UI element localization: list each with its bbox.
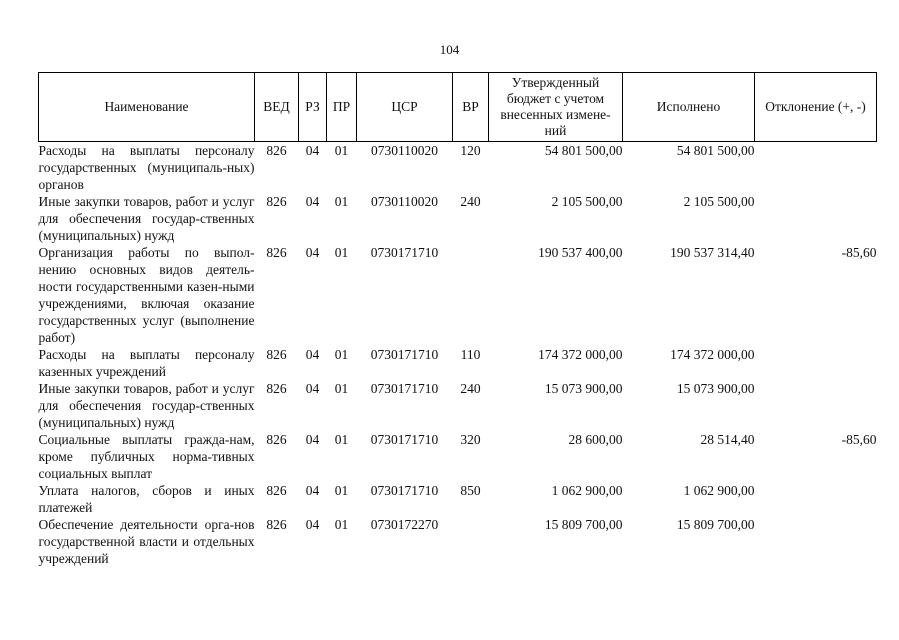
cell-pr: 01: [334, 517, 349, 532]
cell-name: Уплата налогов, сборов и иных платежей: [38, 483, 255, 515]
page-number: 104: [439, 42, 460, 57]
cell-executed: 1 062 900,00: [683, 483, 755, 498]
cell-executed: 15 809 700,00: [676, 517, 755, 532]
cell-vr: 120: [460, 143, 481, 158]
cell-approved: 174 372 000,00: [538, 347, 623, 362]
cell-rz: 04: [305, 194, 320, 209]
cell-vr: 110: [460, 347, 481, 362]
cell-rz: 04: [305, 432, 320, 447]
cell-pr: 01: [334, 381, 349, 396]
cell-deviation: [755, 346, 877, 380]
cell-rz: 04: [305, 245, 320, 260]
cell-rz: 04: [305, 381, 320, 396]
cell-pr: 01: [334, 347, 349, 362]
table-row: [39, 193, 877, 244]
table-row: [39, 482, 877, 516]
cell-name: Обеспечение деятельности орга-нов государственной власти и отдельных учреждений: [38, 517, 255, 566]
cell-executed: 28 514,40: [700, 432, 755, 447]
cell-rz: 04: [305, 517, 320, 532]
cell-pr: 01: [334, 245, 349, 260]
cell-approved: 28 600,00: [568, 432, 623, 447]
cell-vr: [453, 244, 489, 346]
cell-vr: 240: [460, 381, 481, 396]
cell-rz: 04: [305, 347, 320, 362]
cell-approved: 15 073 900,00: [544, 381, 623, 396]
cell-ved: 826: [266, 194, 287, 209]
cell-ved: 826: [266, 381, 287, 396]
cell-pr: 01: [334, 432, 349, 447]
cell-vr: 320: [460, 432, 481, 447]
cell-csr: 0730171710: [370, 432, 439, 447]
cell-rz: 04: [305, 143, 320, 158]
cell-ved: 826: [266, 517, 287, 532]
cell-vr: 240: [460, 194, 481, 209]
cell-executed: 2 105 500,00: [683, 194, 755, 209]
header-ved: ВЕД: [255, 73, 299, 142]
cell-name: Иные закупки товаров, работ и услуг для обеспечения государ-ственных (муниципальных) нужд: [38, 194, 255, 243]
cell-executed: 190 537 314,40: [670, 245, 755, 260]
table-row: [39, 516, 877, 567]
table-body: [39, 142, 877, 568]
cell-csr: 0730171710: [370, 347, 439, 362]
header-executed: Исполнено: [623, 73, 755, 142]
cell-approved: 2 105 500,00: [551, 194, 623, 209]
header-vr: ВР: [453, 73, 489, 142]
header-csr: ЦСР: [357, 73, 453, 142]
table-header: [39, 73, 877, 142]
budget-table: [38, 72, 877, 567]
cell-approved: 1 062 900,00: [551, 483, 623, 498]
cell-vr: [453, 516, 489, 567]
cell-executed: 54 801 500,00: [676, 143, 755, 158]
cell-ved: 826: [266, 143, 287, 158]
cell-pr: 01: [334, 194, 349, 209]
table-row: [39, 142, 877, 194]
cell-name: Расходы на выплаты персоналу государственных (муниципаль-ных) органов: [38, 143, 255, 192]
table-row: [39, 431, 877, 482]
cell-deviation: [755, 516, 877, 567]
cell-deviation: [755, 482, 877, 516]
cell-ved: 826: [266, 432, 287, 447]
cell-name: Расходы на выплаты персоналу казенных учреждений: [38, 347, 255, 379]
cell-deviation: [755, 380, 877, 431]
cell-ved: 826: [266, 245, 287, 260]
cell-ved: 826: [266, 483, 287, 498]
cell-executed: 15 073 900,00: [676, 381, 755, 396]
cell-name: Иные закупки товаров, работ и услуг для обеспечения государ-ственных (муниципальных) нужд: [38, 381, 255, 430]
cell-csr: 0730172270: [370, 517, 439, 532]
cell-csr: 0730110020: [371, 194, 438, 209]
header-pr: ПР: [327, 73, 357, 142]
cell-deviation: [755, 193, 877, 244]
cell-approved: 15 809 700,00: [544, 517, 623, 532]
table-row: [39, 380, 877, 431]
cell-pr: 01: [334, 483, 349, 498]
cell-csr: 0730110020: [371, 143, 438, 158]
cell-ved: 826: [266, 347, 287, 362]
table-row: [39, 244, 877, 346]
cell-executed: 174 372 000,00: [670, 347, 755, 362]
cell-csr: 0730171710: [370, 483, 439, 498]
cell-pr: 01: [334, 143, 349, 158]
cell-csr: 0730171710: [370, 381, 439, 396]
table-row: [39, 346, 877, 380]
header-name: Наименование: [39, 73, 255, 142]
cell-deviation: -85,60: [841, 432, 877, 447]
cell-name: Социальные выплаты гражда-нам, кроме публичных норма-тивных социальных выплат: [38, 432, 255, 481]
cell-vr: 850: [460, 483, 481, 498]
cell-rz: 04: [305, 483, 320, 498]
header-approved: Утвержденный бюджет с учетом внесенных измене-ний: [489, 73, 623, 142]
cell-approved: 54 801 500,00: [544, 143, 623, 158]
cell-deviation: -85,60: [841, 245, 877, 260]
header-deviation: Отклонение (+, -): [755, 73, 877, 142]
cell-approved: 190 537 400,00: [538, 245, 623, 260]
cell-name: Организация работы по выпол-нению основных видов деятель-ности государственными казен-ными учреждениями, включая оказание государственных услуг (выполнение работ): [38, 245, 255, 345]
header-rz: РЗ: [299, 73, 327, 142]
cell-csr: 0730171710: [370, 245, 439, 260]
cell-deviation: [755, 142, 877, 194]
